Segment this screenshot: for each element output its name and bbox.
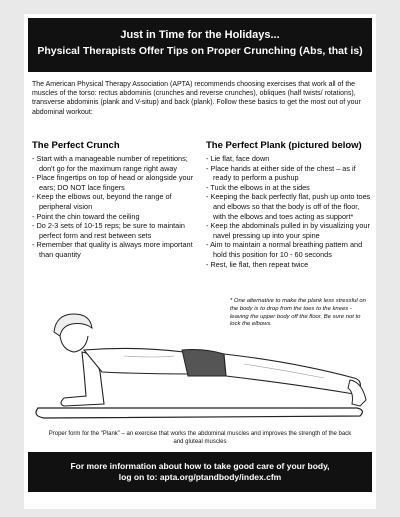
- header-subtitle: Physical Therapists Offer Tips on Proper Crunching (Abs, that is): [37, 45, 363, 57]
- crunch-item: - Point the chin toward the ceiling: [32, 212, 196, 222]
- header-banner: [28, 18, 372, 72]
- plank-item: - Place hands at either side of the chest – as if ready to perform a pushup: [206, 164, 372, 183]
- flyer-page: [24, 14, 376, 509]
- crunch-list: [32, 154, 196, 260]
- hair-shape: [54, 314, 92, 336]
- plank-item: - Rest, lie flat, then repeat twice: [206, 260, 372, 270]
- illustration-caption: Proper form for the “Plank” – an exercise that works the abdominal muscles and improves the strength of the back and gluteal muscles: [48, 431, 352, 445]
- leg-shape: [224, 354, 360, 394]
- plank-list: [206, 154, 372, 269]
- header-title: Just in Time for the Holidays...: [120, 29, 280, 41]
- plank-item: - Aim to maintain a normal breathing pattern and hold this position for 10 - 60 seconds: [206, 240, 372, 259]
- plank-item: - Keeping the back perfectly flat, push up onto toes and elbows so that the body is off of the floor, with the elbows and toes acting as support*: [206, 192, 372, 221]
- crunch-section: [32, 140, 196, 260]
- plank-heading: The Perfect Plank (pictured below): [206, 140, 362, 151]
- exercise-mat: [36, 408, 362, 418]
- plank-item: - Tuck the elbows in at the sides: [206, 183, 372, 193]
- crunch-heading: The Perfect Crunch: [32, 140, 120, 151]
- crunch-item: - Keep the elbows out, beyond the range of peripheral vision: [32, 192, 196, 211]
- torso-shape: [84, 348, 190, 374]
- intro-paragraph: The American Physical Therapy Association (APTA) recommends choosing exercises that work all of the muscles of the torso: rectus abdominis (crunches and reverse crunches), obliques (half twists/ rotations), transverse abdominis (plank and V-situp) and back (plank). Follow these basics to get the most out of your abdominal workout:: [32, 81, 361, 116]
- plank-item: - Keep the abdominals pulled in by visualizing your navel pressing up into your spine: [206, 221, 372, 240]
- footer-banner: [28, 452, 372, 492]
- plank-item: - Lie flat, face down: [206, 154, 372, 164]
- crunch-item: - Do 2-3 sets of 10-15 reps; be sure to maintain perfect form and rest between sets: [32, 221, 196, 240]
- plank-section: [206, 140, 372, 269]
- crunch-item: - Place fingertips on top of head or alongside your ears; DO NOT lace fingers: [32, 173, 196, 192]
- crunch-item: - Remember that quality is always more important than quantity: [32, 240, 196, 259]
- shorts-shape: [182, 350, 226, 377]
- footer-line-1: For more information about how to take good care of your body,: [70, 461, 330, 471]
- crunch-item: - Start with a manageable number of repetitions; don't go for the maximum range right away: [32, 154, 196, 173]
- plank-note: * One alternative to make the plank less stressful on the body is to drop from the toes to the knees - leaving the upper body off the floor. Be sure not to lock the elbows.: [230, 298, 366, 328]
- footer-link[interactable]: log on to: apta.org/ptandbody/index.cfm: [118, 472, 282, 482]
